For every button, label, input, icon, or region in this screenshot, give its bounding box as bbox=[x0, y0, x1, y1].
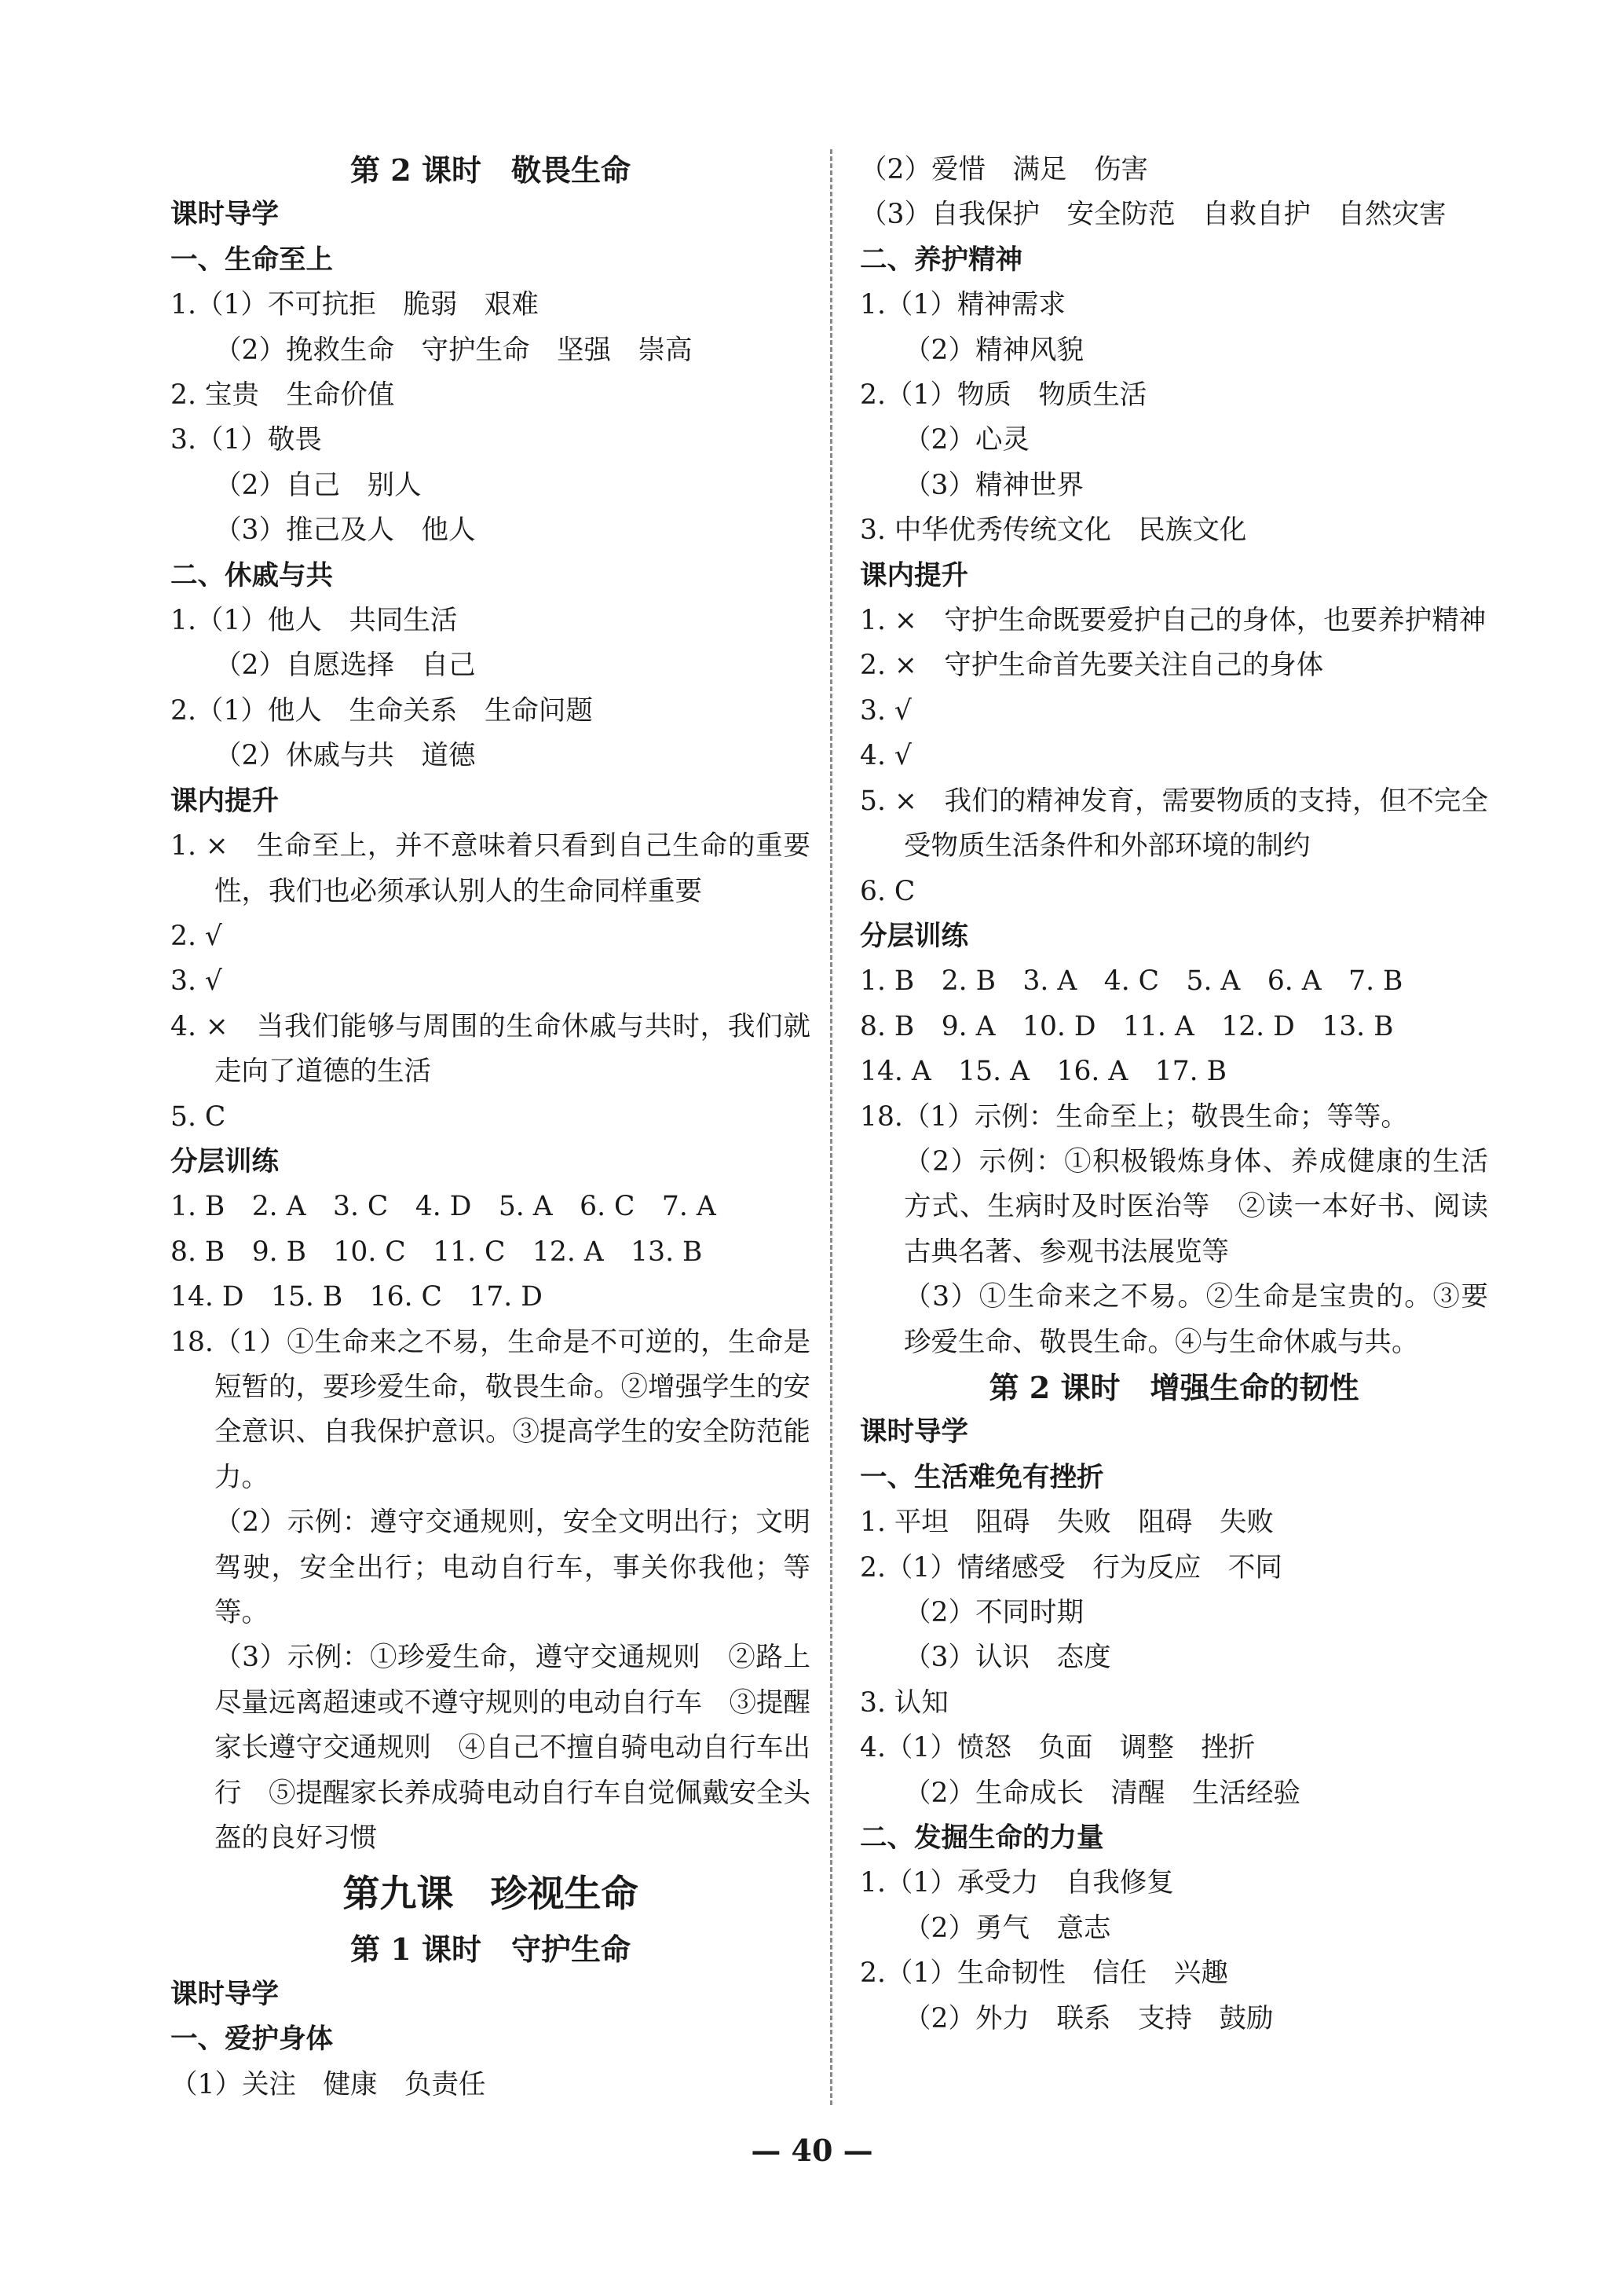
section-heading: 课内提升 bbox=[170, 785, 279, 817]
answer-line-indented: （3）推己及人 他人 bbox=[214, 514, 476, 547]
answer-line: 2. 宝贵 生命价值 bbox=[170, 379, 395, 412]
unit-title: 第九课 珍视生命 bbox=[342, 1873, 638, 1917]
lesson-title: 第 2 课时 增强生命的韧性 bbox=[989, 1369, 1359, 1405]
answer-line: 8. B 9. B 10. C 11. C 12. A 13. B bbox=[170, 1236, 703, 1268]
answer-line-indented: （2）自己 别人 bbox=[214, 469, 422, 501]
answer-line-indented: （2）勇气 意志 bbox=[904, 1912, 1111, 1944]
answer-line: 3.（1）敬畏 bbox=[170, 424, 322, 456]
section-heading: 课时导学 bbox=[170, 199, 279, 231]
answer-item: 18.（1）①生命来之不易，生命是不可逆的，生命是短暂的，要珍爱生命，敬畏生命。②增强学生的安全意识、自我保护意识。③提高学生的安全防范能力。 bbox=[170, 1326, 810, 1493]
answer-line: 1.（1）不可抗拒 脆弱 艰难 bbox=[170, 289, 539, 321]
section-heading: 一、生活难免有挫折 bbox=[860, 1461, 1104, 1493]
right-column bbox=[860, 148, 1488, 2041]
answer-line: 1.（1）承受力 自我修复 bbox=[860, 1867, 1174, 1899]
answer-line-indented: （2）休戚与共 道德 bbox=[214, 740, 476, 772]
answer-line-indented: （2）心灵 bbox=[904, 424, 1030, 456]
answer-line: 18.（1）示例：生命至上；敬畏生命；等等。 bbox=[860, 1100, 1408, 1133]
answer-line-indented: （2）外力 联系 支持 鼓励 bbox=[904, 2002, 1274, 2034]
answer-line: 1.（1）精神需求 bbox=[860, 289, 1066, 321]
answer-line: 2.（1）他人 生命关系 生命问题 bbox=[170, 694, 593, 727]
answer-block: （2）示例：①积极锻炼身体、养成健康的生活方式、生病时及时医治等 ②读一本好书、阅读古典名著、参观书法展览等 bbox=[904, 1145, 1488, 1268]
answer-line: 1. B 2. A 3. C 4. D 5. A 6. C 7. A bbox=[170, 1191, 716, 1223]
answer-line-indented: （2）生命成长 清醒 生活经验 bbox=[904, 1777, 1300, 1809]
answer-line: 2.（1）情绪感受 行为反应 不同 bbox=[860, 1551, 1282, 1584]
section-heading: 二、养护精神 bbox=[860, 244, 1022, 276]
answer-line: 6. C bbox=[860, 875, 916, 907]
answer-block: （3）示例：①珍爱生命，遵守交通规则 ②路上尽量远离超速或不遵守规则的电动自行车 ③提醒家长遵守交通规则 ④自己不擅自骑电动自行车出行 ⑤提醒家长养成骑电动自行车自觉佩戴安全头盔的良好习惯 bbox=[214, 1642, 810, 1855]
answer-line-indented: （2）挽救生命 守护生命 坚强 崇高 bbox=[214, 334, 693, 366]
answer-line: 14. A 15. A 16. A 17. B bbox=[860, 1056, 1227, 1088]
answer-line: 4.（1）愤怒 负面 调整 挫折 bbox=[860, 1732, 1256, 1764]
section-heading: 一、生命至上 bbox=[170, 244, 333, 276]
answer-line: 5. C bbox=[170, 1100, 226, 1133]
answer-line: 3. 中华优秀传统文化 民族文化 bbox=[860, 514, 1247, 547]
answer-item: 1. × 生命至上，并不意味着只看到自己生命的重要性，我们也必须承认别人的生命同样重要 bbox=[170, 830, 810, 907]
answer-item: 4. × 当我们能够与周围的生命休戚与共时，我们就走向了道德的生活 bbox=[170, 1010, 810, 1088]
lesson-title: 第 2 课时 敬畏生命 bbox=[350, 152, 631, 188]
answer-line-indented: （2）不同时期 bbox=[904, 1597, 1084, 1628]
answer-block: （3）①生命来之不易。②生命是宝贵的。③要珍爱生命、敬畏生命。④与生命休戚与共。 bbox=[904, 1281, 1488, 1358]
answer-line-indented: （2）精神风貌 bbox=[904, 334, 1084, 366]
left-column bbox=[170, 148, 810, 2107]
answer-block: （2）示例：遵守交通规则，安全文明出行；文明驾驶，安全出行；电动自行车，事关你我他；等等。 bbox=[214, 1507, 810, 1628]
answer-line: 4. √ bbox=[860, 740, 912, 772]
answer-line: （3）自我保护 安全防范 自救自护 自然灾害 bbox=[860, 199, 1447, 231]
answer-item: 1. × 守护生命既要爱护自己的身体，也要养护精神 bbox=[860, 605, 1487, 637]
answer-line: 1. B 2. B 3. A 4. C 5. A 6. A 7. B bbox=[860, 965, 1403, 998]
answer-line: 2.（1）物质 物质生活 bbox=[860, 379, 1147, 412]
answer-line-indented: （2）自愿选择 自己 bbox=[214, 650, 476, 682]
answer-line: 8. B 9. A 10. D 11. A 12. D 13. B bbox=[860, 1010, 1394, 1042]
answer-line: 1. 平坦 阻碍 失败 阻碍 失败 bbox=[860, 1507, 1274, 1539]
answer-line: 3. 认知 bbox=[860, 1686, 949, 1719]
page-number: — 40 — bbox=[751, 2133, 873, 2168]
section-heading: 课时导学 bbox=[860, 1416, 968, 1448]
section-heading: 二、发掘生命的力量 bbox=[860, 1822, 1104, 1855]
column-divider bbox=[830, 149, 832, 2105]
answer-line: 3. √ bbox=[860, 694, 912, 727]
section-heading: 一、爱护身体 bbox=[170, 2023, 333, 2056]
section-heading: 课时导学 bbox=[170, 1978, 279, 2010]
answer-line-indented: （3）精神世界 bbox=[904, 469, 1084, 501]
lesson-title: 第 1 课时 守护生命 bbox=[350, 1932, 631, 1968]
answer-line-indented: （3）认识 态度 bbox=[904, 1642, 1111, 1674]
answer-line: （2）爱惜 满足 伤害 bbox=[860, 154, 1148, 185]
section-heading: 分层训练 bbox=[170, 1145, 279, 1177]
answer-item: 5. × 我们的精神发育，需要物质的支持，但不完全受物质生活条件和外部环境的制约 bbox=[860, 785, 1488, 862]
answer-line: 2.（1）生命韧性 信任 兴趣 bbox=[860, 1957, 1228, 1990]
answer-line: 14. D 15. B 16. C 17. D bbox=[170, 1281, 543, 1313]
section-heading: 二、休戚与共 bbox=[170, 559, 333, 591]
section-heading: 分层训练 bbox=[860, 920, 968, 952]
answer-line: （1）关注 健康 负责任 bbox=[170, 2068, 486, 2100]
answer-line: 2. × 守护生命首先要关注自己的身体 bbox=[860, 650, 1324, 682]
answer-line: 1.（1）他人 共同生活 bbox=[170, 605, 458, 637]
answer-line: 3. √ bbox=[170, 965, 222, 998]
section-heading: 课内提升 bbox=[860, 559, 968, 591]
answer-line: 2. √ bbox=[170, 920, 222, 952]
